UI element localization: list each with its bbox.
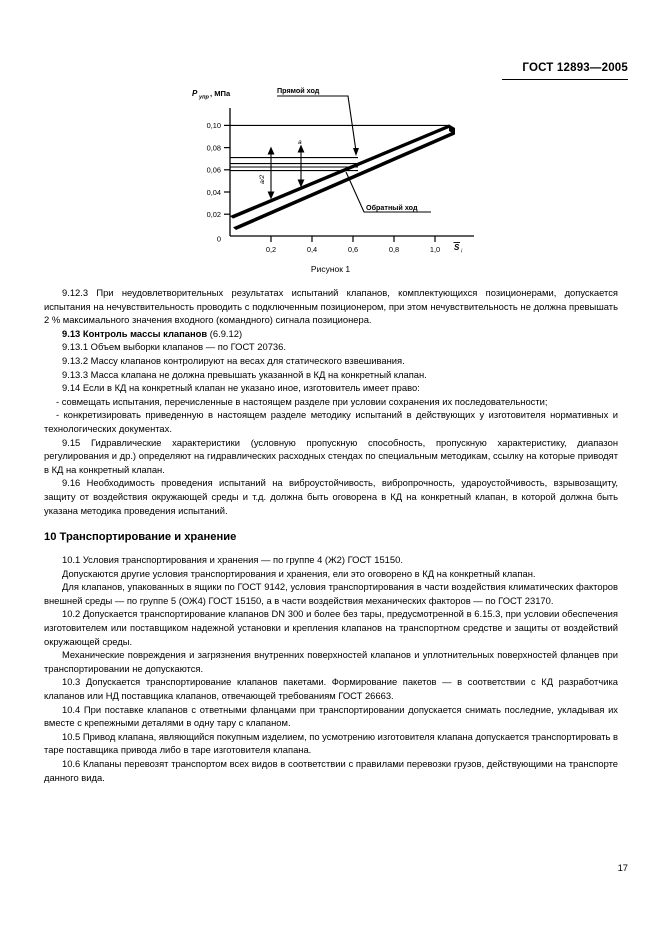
svg-text:P: P [192, 89, 198, 98]
paragraph-9-15: 9.15 Гидравлические характеристики (условную пропускную способность, пропускную характеристику, диапазон регулирования и др.) определяют на гидравлических расходных стендах по специальным методикам, ссылку на которые приводят в КД на конкретный клапан. [44, 436, 618, 475]
x-axis-title [454, 243, 464, 255]
svg-text:0,10: 0,10 [206, 121, 221, 131]
header-rule [502, 79, 628, 80]
paragraph-10-5: 10.5 Привод клапана, являющийся покупным изделием, по усмотрению изготовителя клапана допускается транспортировать в таре поставщика привода либо в таре изготовителя клапана. [44, 730, 618, 756]
svg-text:0,2: 0,2 [265, 245, 277, 254]
callout-forward-stroke [277, 86, 359, 156]
annotation-label-a-half: a/2 [259, 174, 266, 184]
paragraph-9-12-3: 9.12.3 При неудовлетворительных результатах испытаний клапанов, комплектующихся позиционерами, допускается испытания на нечувствительность проводить с подключенным позиционером, при этом нечувствительность не должна превышать 2 % максимального значения входного (командного) сигнала позиционера. [44, 287, 618, 326]
callout-return-stroke [346, 172, 431, 212]
section-heading-10: 10 Транспортирование и хранение [44, 531, 237, 544]
svg-text:0,06: 0,06 [206, 165, 221, 175]
series-return-stroke [233, 132, 455, 230]
y-tick-marks [224, 125, 230, 214]
figure-1-chart [178, 84, 488, 256]
paragraph-9-14: 9.14 Если в КД на конкретный клапан не указано иное, изготовитель имеет право: [62, 382, 420, 394]
svg-text:0: 0 [216, 234, 221, 244]
svg-text:, МПа: , МПа [210, 89, 231, 98]
paragraph-9-13-3: 9.13.3 Масса клапана не должна превышать указанной в КД на конкретный клапан. [62, 368, 427, 380]
section-heading-9-13-label: 9.13 Контроль массы клапанов [62, 327, 208, 339]
section-heading-9-13 [44, 327, 618, 341]
figure-caption: Рисунок 1 [310, 264, 351, 274]
paragraph-9-14-item-b: - конкретизировать приведенную в настоящем разделе методику испытаний в действующих у изготовителя нормативных и технологических документах. [44, 409, 618, 434]
standard-header: ГОСТ 12893—2005 [522, 62, 628, 74]
svg-text:0,08: 0,08 [206, 143, 221, 153]
page-number: 17 [617, 862, 628, 873]
y-tick-labels [207, 121, 221, 243]
paragraph-9-16: 9.16 Необходимость проведения испытаний на виброустойчивость, вибропрочность, удароустойчивость, взрывозащиту, защиту от воздействия окружающей среды и т.д. должна быть оговорена в КД на конкретный клапан, в которой должна быть указана методика проведения испытаний. [44, 477, 618, 516]
paragraph-10-4: 10.4 При поставке клапанов с ответными фланцами при транспортировании допускается снимать последние, укладывая их вместе с крепежными деталями в одну тару с клапаном. [44, 703, 618, 729]
y-axis-title [192, 89, 231, 101]
paragraph-10-6: 10.6 Клапаны перевозят транспортом всех видов в соответствии с правилами перевозки грузов, действующими на транспорте данного вида. [44, 758, 618, 783]
series-forward-stroke [230, 125, 452, 219]
section-heading-9-13-ref: (6.9.12) [207, 327, 243, 339]
paragraph-9-14-item-a: - совмещать испытания, перечисленные в настоящем разделе при условии сохранения их последовательности; [56, 395, 548, 407]
svg-text:0,6: 0,6 [347, 245, 359, 254]
paragraph-10-2: 10.2 Допускается транспортирование клапанов DN 300 и более без тары, предусмотренной в 6.15.3, при условии обеспечения изготовителем или поставщиком надежной установки и крепления клапанов на транспортном средстве и защиты от воздействий окружающей среды. [44, 608, 618, 647]
paragraph-10-1-b: Допускаются другие условия транспортирования и хранения, ели это оговорено в КД на конкретный клапан. [62, 567, 536, 579]
svg-text:1,0: 1,0 [429, 245, 441, 254]
svg-text:S: S [454, 243, 460, 252]
svg-text:0,04: 0,04 [206, 187, 221, 197]
callout-label-return: Обратный ход [366, 203, 418, 212]
paragraph-10-3: 10.3 Допускается транспортирование клапанов пакетами. Формирование пакетов — в соответствии с КД разработчика клапанов или НД поставщика клапанов, отвечающей требованиям ГОСТ 26663. [44, 676, 618, 702]
arrow-a-half-head-top [268, 148, 273, 154]
paragraph-10-1-c: Для клапанов, упакованных в ящики по ГОСТ 9142, условия транспортирования в части воздействия климатических факторов внешней среды — по группе 5 (ОЖ4) ГОСТ 15150, а в части воздействия механических факторов — по ГОСТ 23170. [44, 581, 618, 606]
paragraph-9-13-2: 9.13.2 Массу клапанов контролируют на весах для статического взвешивания. [62, 354, 405, 366]
svg-text:0,02: 0,02 [206, 210, 221, 219]
document-body [44, 286, 618, 784]
annotation-label-a: a [298, 139, 302, 146]
svg-text:упр: упр [199, 94, 209, 101]
arrow-a-half-head-bottom [268, 192, 273, 198]
arrow-a-head-top [298, 146, 303, 152]
callout-arrowhead-forward [353, 148, 359, 156]
x-tick-marks [271, 236, 435, 242]
svg-text:0,8: 0,8 [388, 245, 400, 254]
paragraph-9-13-1: 9.13.1 Объем выборки клапанов — по ГОСТ 20736. [62, 341, 286, 353]
callout-label-forward: Прямой ход [277, 86, 320, 95]
paragraph-10-2-b: Механические повреждения и загрязнения внутренних поверхностей клапанов и уплотнительных поверхностей фланцев при транспортировании не допускаются. [44, 649, 618, 674]
paragraph-10-1: 10.1 Условия транспортирования и хранения — по группе 4 (Ж2) ГОСТ 15150. [62, 554, 403, 566]
arrow-a-head-bottom [298, 180, 303, 186]
chart-svg [178, 84, 488, 256]
svg-text:i: i [461, 248, 463, 255]
svg-text:0,4: 0,4 [306, 245, 318, 254]
x-tick-labels [266, 245, 440, 254]
